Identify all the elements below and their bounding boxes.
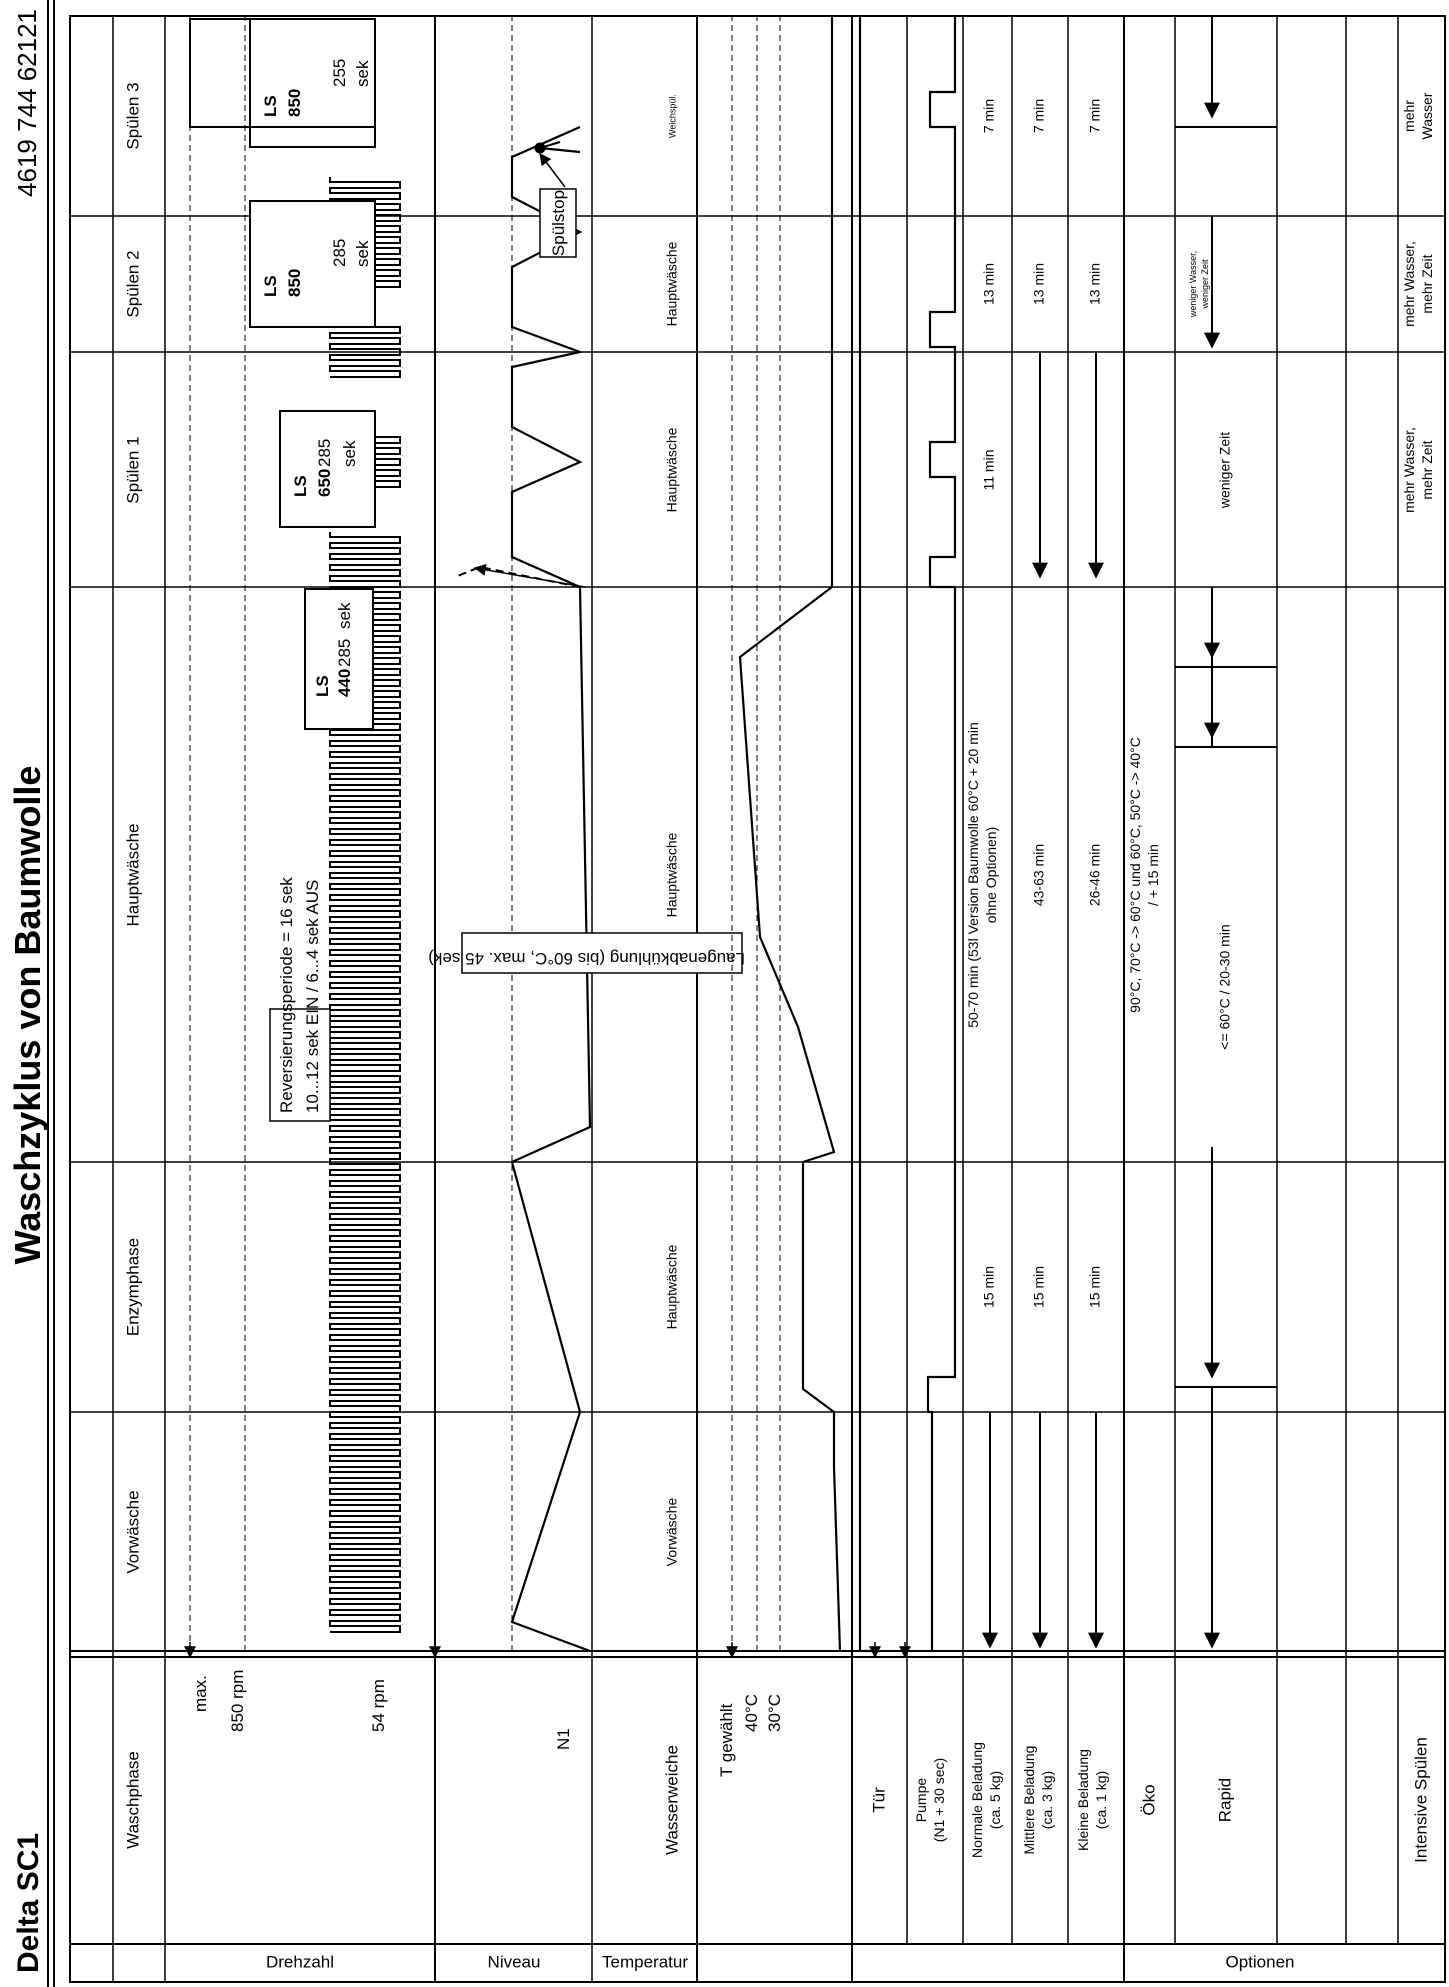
svg-text:15 min: 15 min bbox=[1030, 1265, 1047, 1309]
spin-unit: sek bbox=[340, 440, 359, 467]
svg-text:/ + 15 min: / + 15 min bbox=[1145, 844, 1161, 906]
page-title: Waschzyklus von Baumwolle bbox=[7, 765, 48, 1265]
spuelstop-text: Spülstop bbox=[549, 189, 568, 257]
row-klein: Kleine Beladung bbox=[1075, 1749, 1091, 1851]
rpm-max-label: max. bbox=[191, 1675, 210, 1712]
group-labels bbox=[266, 1952, 1295, 1971]
row-rapid: Rapid bbox=[1215, 1777, 1235, 1823]
spin-time: 255 bbox=[330, 58, 349, 87]
phase-spuelen-1: Spülen 1 bbox=[123, 436, 143, 504]
spin-time: 285 bbox=[315, 438, 334, 467]
reversing-pulses bbox=[330, 177, 400, 1632]
laugen-text: Laugenabkühlung (bis 60°C, max. 45 sek) bbox=[428, 949, 745, 968]
reversierung-line-1: Reversierungsperiode = 16 sek bbox=[277, 877, 296, 1113]
svg-text:15 min: 15 min bbox=[1086, 1265, 1103, 1309]
header bbox=[7, 0, 54, 1987]
svg-text:Hauptwäsche: Hauptwäsche bbox=[663, 427, 680, 513]
svg-text:13 min: 13 min bbox=[1030, 262, 1047, 306]
row-normal: Normale Beladung bbox=[969, 1742, 985, 1858]
row-klein-sub: (ca. 1 kg) bbox=[1093, 1770, 1109, 1830]
svg-text:<= 60°C / 20-30 min: <= 60°C / 20-30 min bbox=[1216, 924, 1233, 1050]
spin-box-2 bbox=[280, 411, 375, 527]
doc-number: 4619 744 62121 bbox=[12, 9, 42, 197]
spin-time: 285 bbox=[335, 638, 354, 667]
row-waschphase: Waschphase bbox=[123, 1751, 143, 1849]
row-oeko: Öko bbox=[1139, 1784, 1159, 1816]
reversierung-line-2: 10...12 sek EIN / 6...4 sek AUS bbox=[303, 879, 322, 1113]
spin-time: 285 bbox=[330, 238, 349, 267]
spin-unit: sek bbox=[353, 60, 372, 87]
t40-label: 40°C bbox=[742, 1694, 761, 1732]
svg-text:7 min: 7 min bbox=[1030, 98, 1047, 134]
svg-text:mehr Wasser,: mehr Wasser, bbox=[1401, 427, 1417, 513]
wasserweiche-row bbox=[664, 94, 680, 1566]
group-optionen: Optionen bbox=[1225, 1952, 1295, 1972]
row-mittel: Mittlere Beladung bbox=[1021, 1745, 1037, 1855]
svg-text:mehr Zeit: mehr Zeit bbox=[1419, 254, 1435, 314]
spin-rpm: 850 bbox=[285, 268, 304, 297]
spin-box-3 bbox=[250, 201, 375, 327]
svg-text:mehr: mehr bbox=[1401, 100, 1417, 132]
niveau-chart bbox=[435, 16, 742, 1657]
row-mittel-sub: (ca. 3 kg) bbox=[1039, 1770, 1055, 1830]
n1-label: N1 bbox=[554, 1728, 573, 1750]
spin-box-1 bbox=[305, 589, 373, 729]
svg-text:11 min: 11 min bbox=[980, 449, 997, 491]
phase-headers bbox=[123, 82, 142, 1573]
spin-label: LS bbox=[261, 95, 280, 117]
temperatur-chart bbox=[732, 16, 840, 1657]
t30-label: 30°C bbox=[765, 1694, 784, 1732]
row-tuer: Tür bbox=[869, 1787, 889, 1813]
spin-unit: sek bbox=[335, 602, 354, 629]
model-name: Delta SC1 bbox=[12, 1832, 45, 1973]
spin-label: LS bbox=[261, 275, 280, 297]
phase-spuelen-3: Spülen 3 bbox=[123, 82, 143, 150]
svg-text:13 min: 13 min bbox=[1086, 262, 1103, 306]
row-normal-sub: (ca. 5 kg) bbox=[987, 1770, 1003, 1830]
svg-text:mehr Wasser,: mehr Wasser, bbox=[1401, 241, 1417, 327]
svg-text:7 min: 7 min bbox=[980, 98, 997, 134]
svg-text:26-46 min: 26-46 min bbox=[1086, 843, 1103, 907]
svg-text:Hauptwäsche: Hauptwäsche bbox=[663, 1244, 680, 1330]
svg-text:43-63 min: 43-63 min bbox=[1030, 843, 1047, 907]
svg-text:Weichspül.: Weichspül. bbox=[667, 94, 678, 138]
svg-text:15 min: 15 min bbox=[980, 1265, 997, 1309]
svg-text:Vorwäsche: Vorwäsche bbox=[663, 1497, 680, 1567]
svg-text:Wasser: Wasser bbox=[1419, 92, 1435, 140]
svg-text:weniger Zeit: weniger Zeit bbox=[1200, 259, 1210, 309]
spin-rpm: 850 bbox=[285, 88, 304, 117]
row-pumpe-sub: (N1 + 30 sec) bbox=[931, 1757, 947, 1843]
svg-text:weniger Wasser,: weniger Wasser, bbox=[1188, 250, 1198, 318]
svg-text:13 min: 13 min bbox=[980, 262, 997, 306]
spin-label: LS bbox=[291, 475, 310, 497]
group-temperatur: Temperatur bbox=[602, 1952, 688, 1972]
rpm-850-label: 850 rpm bbox=[228, 1669, 247, 1732]
svg-text:50-70 min (53l Version Baumwol: 50-70 min (53l Version Baumwolle 60°C + 20 min bbox=[965, 722, 981, 1028]
svg-text:weniger Zeit: weniger Zeit bbox=[1216, 431, 1233, 509]
row-labels bbox=[123, 1670, 1430, 1863]
row-pumpe: Pumpe bbox=[913, 1777, 929, 1823]
spin-rpm: 650 bbox=[315, 468, 334, 497]
spin-unit: sek bbox=[353, 240, 372, 267]
svg-text:Hauptwäsche: Hauptwäsche bbox=[663, 832, 680, 918]
t-gewaehlt-label: T gewählt bbox=[717, 1703, 736, 1777]
svg-text:Hauptwäsche: Hauptwäsche bbox=[663, 241, 680, 327]
spin-label: LS bbox=[313, 675, 332, 697]
svg-text:mehr Zeit: mehr Zeit bbox=[1419, 440, 1435, 500]
rpm-54-label: 54 rpm bbox=[369, 1679, 388, 1732]
option-times bbox=[965, 92, 1435, 1308]
svg-text:ohne Optionen): ohne Optionen) bbox=[983, 826, 999, 924]
row-wasserweiche: Wasserweiche bbox=[662, 1745, 682, 1855]
phase-hauptwaesche: Hauptwäsche bbox=[123, 823, 143, 927]
row-intensiv: Intensive Spülen bbox=[1411, 1737, 1431, 1863]
svg-text:7 min: 7 min bbox=[1086, 98, 1103, 134]
phase-vorwaesche: Vorwäsche bbox=[123, 1490, 143, 1574]
phase-enzym: Enzymphase bbox=[123, 1237, 143, 1337]
group-drehzahl: Drehzahl bbox=[265, 1952, 335, 1972]
phase-spuelen-2: Spülen 2 bbox=[123, 250, 143, 318]
svg-text:90°C, 70°C -> 60°C und 60°C,: 90°C, 70°C -> 60°C und 60°C, 50°C -> 40°C bbox=[1127, 737, 1143, 1013]
spin-rpm: 440 bbox=[335, 668, 354, 697]
group-niveau: Niveau bbox=[487, 1952, 541, 1972]
